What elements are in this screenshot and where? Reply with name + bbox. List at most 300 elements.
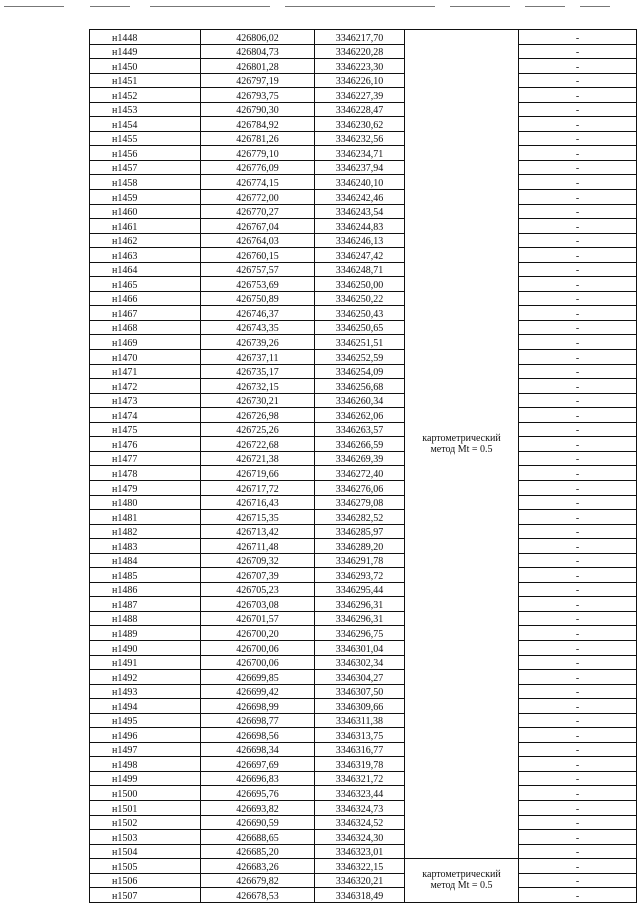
x-coordinate-cell: 426764,03 — [201, 233, 315, 248]
y-coordinate-cell: 3346311,38 — [315, 713, 405, 728]
x-coordinate-cell: 426739,26 — [201, 335, 315, 350]
x-coordinate-cell: 426779,10 — [201, 146, 315, 161]
table-row — [90, 248, 637, 263]
table-row — [90, 291, 637, 306]
point-number-cell: н1501 — [90, 800, 201, 815]
table-row — [90, 859, 637, 874]
y-coordinate-cell: 3346244,83 — [315, 219, 405, 234]
y-coordinate-cell: 3346232,56 — [315, 131, 405, 146]
x-coordinate-cell: 426772,00 — [201, 190, 315, 205]
table-row — [90, 510, 637, 525]
x-coordinate-cell: 426715,35 — [201, 510, 315, 525]
point-number-cell: н1494 — [90, 699, 201, 714]
y-coordinate-cell: 3346256,68 — [315, 379, 405, 394]
table-row — [90, 175, 637, 190]
method-label-line2: метод Mt = 0.5 — [430, 880, 493, 892]
x-coordinate-cell: 426735,17 — [201, 364, 315, 379]
method-cell — [405, 859, 519, 903]
y-coordinate-cell: 3346251,51 — [315, 335, 405, 350]
table-row — [90, 655, 637, 670]
y-coordinate-cell: 3346269,39 — [315, 451, 405, 466]
note-cell: - — [519, 815, 637, 830]
x-coordinate-cell: 426719,66 — [201, 466, 315, 481]
y-coordinate-cell: 3346237,94 — [315, 160, 405, 175]
point-number-cell: н1470 — [90, 350, 201, 365]
table-row — [90, 350, 637, 365]
note-cell: - — [519, 291, 637, 306]
table-row — [90, 466, 637, 481]
y-coordinate-cell: 3346228,47 — [315, 102, 405, 117]
y-coordinate-cell: 3346293,72 — [315, 568, 405, 583]
y-coordinate-cell: 3346282,52 — [315, 510, 405, 525]
table-row — [90, 393, 637, 408]
y-coordinate-cell: 3346309,66 — [315, 699, 405, 714]
point-number-cell: н1487 — [90, 597, 201, 612]
table-row — [90, 306, 637, 321]
note-cell: - — [519, 88, 637, 103]
x-coordinate-cell: 426693,82 — [201, 800, 315, 815]
table-row — [90, 146, 637, 161]
y-coordinate-cell: 3346321,72 — [315, 771, 405, 786]
y-coordinate-cell: 3346250,65 — [315, 320, 405, 335]
point-number-cell: н1505 — [90, 859, 201, 874]
y-coordinate-cell: 3346302,34 — [315, 655, 405, 670]
note-cell: - — [519, 728, 637, 743]
note-cell: - — [519, 204, 637, 219]
point-number-cell: н1506 — [90, 873, 201, 888]
y-coordinate-cell: 3346263,57 — [315, 422, 405, 437]
point-number-cell: н1477 — [90, 451, 201, 466]
note-cell: - — [519, 844, 637, 859]
x-coordinate-cell: 426707,39 — [201, 568, 315, 583]
y-coordinate-cell: 3346223,30 — [315, 59, 405, 74]
table-row — [90, 640, 637, 655]
table-row — [90, 553, 637, 568]
x-coordinate-cell: 426713,42 — [201, 524, 315, 539]
note-cell: - — [519, 699, 637, 714]
y-coordinate-cell: 3346285,97 — [315, 524, 405, 539]
x-coordinate-cell: 426717,72 — [201, 480, 315, 495]
note-cell: - — [519, 219, 637, 234]
x-coordinate-cell: 426697,69 — [201, 757, 315, 772]
x-coordinate-cell: 426757,57 — [201, 262, 315, 277]
y-coordinate-cell: 3346313,75 — [315, 728, 405, 743]
point-number-cell: н1457 — [90, 160, 201, 175]
note-cell: - — [519, 611, 637, 626]
x-coordinate-cell: 426797,19 — [201, 73, 315, 88]
note-cell: - — [519, 131, 637, 146]
table-row — [90, 611, 637, 626]
point-number-cell: н1472 — [90, 379, 201, 394]
x-coordinate-cell: 426790,30 — [201, 102, 315, 117]
point-number-cell: н1469 — [90, 335, 201, 350]
table-row — [90, 815, 637, 830]
table-row — [90, 233, 637, 248]
y-coordinate-cell: 3346227,39 — [315, 88, 405, 103]
x-coordinate-cell: 426696,83 — [201, 771, 315, 786]
note-cell: - — [519, 640, 637, 655]
point-number-cell: н1452 — [90, 88, 201, 103]
y-coordinate-cell: 3346248,71 — [315, 262, 405, 277]
table-row — [90, 888, 637, 903]
x-coordinate-cell: 426793,75 — [201, 88, 315, 103]
point-number-cell: н1454 — [90, 117, 201, 132]
table-row — [90, 626, 637, 641]
x-coordinate-cell: 426699,42 — [201, 684, 315, 699]
y-coordinate-cell: 3346304,27 — [315, 670, 405, 685]
note-cell: - — [519, 771, 637, 786]
y-coordinate-cell: 3346295,44 — [315, 582, 405, 597]
table-row — [90, 204, 637, 219]
point-number-cell: н1490 — [90, 640, 201, 655]
note-cell: - — [519, 248, 637, 263]
point-number-cell: н1481 — [90, 510, 201, 525]
note-cell: - — [519, 626, 637, 641]
note-cell: - — [519, 859, 637, 874]
x-coordinate-cell: 426678,53 — [201, 888, 315, 903]
x-coordinate-cell: 426770,27 — [201, 204, 315, 219]
x-coordinate-cell: 426806,02 — [201, 30, 315, 45]
x-coordinate-cell: 426722,68 — [201, 437, 315, 452]
table-row — [90, 451, 637, 466]
point-number-cell: н1495 — [90, 713, 201, 728]
y-coordinate-cell: 3346250,43 — [315, 306, 405, 321]
x-coordinate-cell: 426753,69 — [201, 277, 315, 292]
scan-top-edge — [0, 6, 640, 8]
point-number-cell: н1492 — [90, 670, 201, 685]
point-number-cell: н1480 — [90, 495, 201, 510]
point-number-cell: н1453 — [90, 102, 201, 117]
y-coordinate-cell: 3346279,08 — [315, 495, 405, 510]
note-cell: - — [519, 597, 637, 612]
point-number-cell: н1474 — [90, 408, 201, 423]
x-coordinate-cell: 426698,99 — [201, 699, 315, 714]
table-row — [90, 713, 637, 728]
point-number-cell: н1473 — [90, 393, 201, 408]
note-cell: - — [519, 393, 637, 408]
y-coordinate-cell: 3346291,78 — [315, 553, 405, 568]
note-cell: - — [519, 335, 637, 350]
x-coordinate-cell: 426781,26 — [201, 131, 315, 146]
y-coordinate-cell: 3346220,28 — [315, 44, 405, 59]
note-cell: - — [519, 524, 637, 539]
table-row — [90, 408, 637, 423]
y-coordinate-cell: 3346296,31 — [315, 597, 405, 612]
y-coordinate-cell: 3346319,78 — [315, 757, 405, 772]
table-row — [90, 684, 637, 699]
x-coordinate-cell: 426679,82 — [201, 873, 315, 888]
table-row — [90, 757, 637, 772]
point-number-cell: н1462 — [90, 233, 201, 248]
x-coordinate-cell: 426732,15 — [201, 379, 315, 394]
note-cell: - — [519, 364, 637, 379]
note-cell: - — [519, 495, 637, 510]
note-cell: - — [519, 44, 637, 59]
note-cell: - — [519, 800, 637, 815]
y-coordinate-cell: 3346301,04 — [315, 640, 405, 655]
point-number-cell: н1475 — [90, 422, 201, 437]
note-cell: - — [519, 582, 637, 597]
note-cell: - — [519, 786, 637, 801]
point-number-cell: н1499 — [90, 771, 201, 786]
x-coordinate-cell: 426721,38 — [201, 451, 315, 466]
point-number-cell: н1486 — [90, 582, 201, 597]
table-row — [90, 88, 637, 103]
y-coordinate-cell: 3346276,06 — [315, 480, 405, 495]
y-coordinate-cell: 3346230,62 — [315, 117, 405, 132]
y-coordinate-cell: 3346289,20 — [315, 539, 405, 554]
point-number-cell: н1482 — [90, 524, 201, 539]
table-row — [90, 742, 637, 757]
table-row — [90, 582, 637, 597]
note-cell: - — [519, 277, 637, 292]
x-coordinate-cell: 426760,15 — [201, 248, 315, 263]
table-row — [90, 568, 637, 583]
point-number-cell: н1507 — [90, 888, 201, 903]
point-number-cell: н1448 — [90, 30, 201, 45]
note-cell: - — [519, 466, 637, 481]
note-cell: - — [519, 480, 637, 495]
coordinates-table — [89, 29, 637, 903]
y-coordinate-cell: 3346250,00 — [315, 277, 405, 292]
table-row — [90, 190, 637, 205]
note-cell: - — [519, 655, 637, 670]
y-coordinate-cell: 3346260,34 — [315, 393, 405, 408]
method-label-line1: картометрический — [422, 433, 501, 445]
y-coordinate-cell: 3346240,10 — [315, 175, 405, 190]
point-number-cell: н1456 — [90, 146, 201, 161]
point-number-cell: н1484 — [90, 553, 201, 568]
note-cell: - — [519, 320, 637, 335]
y-coordinate-cell: 3346252,59 — [315, 350, 405, 365]
x-coordinate-cell: 426716,43 — [201, 495, 315, 510]
y-coordinate-cell: 3346296,31 — [315, 611, 405, 626]
y-coordinate-cell: 3346272,40 — [315, 466, 405, 481]
point-number-cell: н1461 — [90, 219, 201, 234]
table-row — [90, 480, 637, 495]
y-coordinate-cell: 3346296,75 — [315, 626, 405, 641]
x-coordinate-cell: 426776,09 — [201, 160, 315, 175]
x-coordinate-cell: 426711,48 — [201, 539, 315, 554]
note-cell: - — [519, 830, 637, 845]
y-coordinate-cell: 3346250,22 — [315, 291, 405, 306]
point-number-cell: н1468 — [90, 320, 201, 335]
table-row — [90, 495, 637, 510]
method-cell — [405, 30, 519, 859]
point-number-cell: н1485 — [90, 568, 201, 583]
table-row — [90, 320, 637, 335]
point-number-cell: н1476 — [90, 437, 201, 452]
point-number-cell: н1450 — [90, 59, 201, 74]
x-coordinate-cell: 426743,35 — [201, 320, 315, 335]
table-row — [90, 699, 637, 714]
point-number-cell: н1489 — [90, 626, 201, 641]
note-cell: - — [519, 510, 637, 525]
point-number-cell: н1451 — [90, 73, 201, 88]
note-cell: - — [519, 539, 637, 554]
table-row — [90, 44, 637, 59]
x-coordinate-cell: 426750,89 — [201, 291, 315, 306]
x-coordinate-cell: 426709,32 — [201, 553, 315, 568]
table-row — [90, 262, 637, 277]
note-cell: - — [519, 553, 637, 568]
x-coordinate-cell: 426688,65 — [201, 830, 315, 845]
y-coordinate-cell: 3346324,52 — [315, 815, 405, 830]
y-coordinate-cell: 3346323,01 — [315, 844, 405, 859]
point-number-cell: н1455 — [90, 131, 201, 146]
method-label-line2: метод Mt = 0.5 — [430, 444, 493, 456]
y-coordinate-cell: 3346323,44 — [315, 786, 405, 801]
x-coordinate-cell: 426730,21 — [201, 393, 315, 408]
x-coordinate-cell: 426767,04 — [201, 219, 315, 234]
point-number-cell: н1478 — [90, 466, 201, 481]
table-row — [90, 59, 637, 74]
y-coordinate-cell: 3346324,73 — [315, 800, 405, 815]
y-coordinate-cell: 3346243,54 — [315, 204, 405, 219]
note-cell: - — [519, 568, 637, 583]
point-number-cell: н1466 — [90, 291, 201, 306]
point-number-cell: н1502 — [90, 815, 201, 830]
x-coordinate-cell: 426700,06 — [201, 640, 315, 655]
note-cell: - — [519, 30, 637, 45]
y-coordinate-cell: 3346242,46 — [315, 190, 405, 205]
table-row — [90, 539, 637, 554]
x-coordinate-cell: 426703,08 — [201, 597, 315, 612]
note-cell: - — [519, 306, 637, 321]
table-row — [90, 117, 637, 132]
method-label-line1: картометрический — [422, 869, 501, 881]
point-number-cell: н1496 — [90, 728, 201, 743]
y-coordinate-cell: 3346266,59 — [315, 437, 405, 452]
table-row — [90, 670, 637, 685]
point-number-cell: н1497 — [90, 742, 201, 757]
table-row — [90, 786, 637, 801]
x-coordinate-cell: 426784,92 — [201, 117, 315, 132]
y-coordinate-cell: 3346318,49 — [315, 888, 405, 903]
point-number-cell: н1467 — [90, 306, 201, 321]
x-coordinate-cell: 426725,26 — [201, 422, 315, 437]
point-number-cell: н1503 — [90, 830, 201, 845]
table-row — [90, 771, 637, 786]
note-cell: - — [519, 873, 637, 888]
note-cell: - — [519, 408, 637, 423]
note-cell: - — [519, 713, 637, 728]
note-cell: - — [519, 888, 637, 903]
x-coordinate-cell: 426695,76 — [201, 786, 315, 801]
x-coordinate-cell: 426737,11 — [201, 350, 315, 365]
y-coordinate-cell: 3346217,70 — [315, 30, 405, 45]
y-coordinate-cell: 3346316,77 — [315, 742, 405, 757]
point-number-cell: н1449 — [90, 44, 201, 59]
note-cell: - — [519, 350, 637, 365]
point-number-cell: н1460 — [90, 204, 201, 219]
x-coordinate-cell: 426774,15 — [201, 175, 315, 190]
table-row — [90, 597, 637, 612]
note-cell: - — [519, 146, 637, 161]
point-number-cell: н1463 — [90, 248, 201, 263]
note-cell: - — [519, 262, 637, 277]
point-number-cell: н1464 — [90, 262, 201, 277]
point-number-cell: н1493 — [90, 684, 201, 699]
note-cell: - — [519, 117, 637, 132]
note-cell: - — [519, 422, 637, 437]
point-number-cell: н1471 — [90, 364, 201, 379]
y-coordinate-cell: 3346254,09 — [315, 364, 405, 379]
note-cell: - — [519, 175, 637, 190]
table-row — [90, 102, 637, 117]
table-row — [90, 335, 637, 350]
note-cell: - — [519, 670, 637, 685]
note-cell: - — [519, 160, 637, 175]
x-coordinate-cell: 426726,98 — [201, 408, 315, 423]
point-number-cell: н1500 — [90, 786, 201, 801]
y-coordinate-cell: 3346324,30 — [315, 830, 405, 845]
point-number-cell: н1465 — [90, 277, 201, 292]
note-cell: - — [519, 379, 637, 394]
table-row — [90, 277, 637, 292]
x-coordinate-cell: 426699,85 — [201, 670, 315, 685]
table-row — [90, 379, 637, 394]
x-coordinate-cell: 426801,28 — [201, 59, 315, 74]
y-coordinate-cell: 3346262,06 — [315, 408, 405, 423]
point-number-cell: н1479 — [90, 480, 201, 495]
y-coordinate-cell: 3346226,10 — [315, 73, 405, 88]
point-number-cell: н1504 — [90, 844, 201, 859]
y-coordinate-cell: 3346234,71 — [315, 146, 405, 161]
x-coordinate-cell: 426685,20 — [201, 844, 315, 859]
point-number-cell: н1488 — [90, 611, 201, 626]
x-coordinate-cell: 426700,20 — [201, 626, 315, 641]
x-coordinate-cell: 426700,06 — [201, 655, 315, 670]
x-coordinate-cell: 426804,73 — [201, 44, 315, 59]
point-number-cell: н1491 — [90, 655, 201, 670]
y-coordinate-cell: 3346307,50 — [315, 684, 405, 699]
point-number-cell: н1459 — [90, 190, 201, 205]
y-coordinate-cell: 3346320,21 — [315, 873, 405, 888]
point-number-cell: н1483 — [90, 539, 201, 554]
table-row — [90, 437, 637, 452]
table-row — [90, 30, 637, 45]
y-coordinate-cell: 3346247,42 — [315, 248, 405, 263]
x-coordinate-cell: 426698,77 — [201, 713, 315, 728]
point-number-cell: н1498 — [90, 757, 201, 772]
note-cell: - — [519, 102, 637, 117]
note-cell: - — [519, 684, 637, 699]
table-row — [90, 219, 637, 234]
table-row — [90, 524, 637, 539]
table-row — [90, 800, 637, 815]
note-cell: - — [519, 233, 637, 248]
note-cell: - — [519, 437, 637, 452]
x-coordinate-cell: 426683,26 — [201, 859, 315, 874]
note-cell: - — [519, 73, 637, 88]
x-coordinate-cell: 426690,59 — [201, 815, 315, 830]
x-coordinate-cell: 426698,56 — [201, 728, 315, 743]
note-cell: - — [519, 59, 637, 74]
note-cell: - — [519, 757, 637, 772]
table-row — [90, 73, 637, 88]
coordinates-table-body — [90, 30, 637, 903]
table-row — [90, 873, 637, 888]
table-row — [90, 830, 637, 845]
y-coordinate-cell: 3346246,13 — [315, 233, 405, 248]
table-row — [90, 160, 637, 175]
table-row — [90, 844, 637, 859]
x-coordinate-cell: 426698,34 — [201, 742, 315, 757]
note-cell: - — [519, 190, 637, 205]
y-coordinate-cell: 3346322,15 — [315, 859, 405, 874]
note-cell: - — [519, 742, 637, 757]
